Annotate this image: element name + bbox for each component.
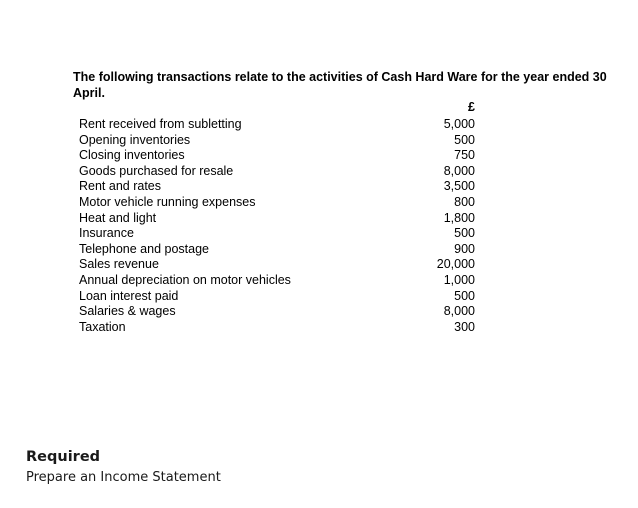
table-row — [79, 304, 475, 320]
table-row — [79, 273, 475, 289]
row-amount: 500 — [454, 226, 475, 241]
row-amount: 500 — [454, 288, 475, 303]
table-row — [79, 289, 475, 305]
question-heading: The following transactions relate to the activities of Cash Hard Ware for the year ended 30 April. — [73, 70, 607, 100]
question-block — [73, 69, 613, 101]
row-amount: 800 — [454, 194, 475, 209]
row-amount: 750 — [454, 148, 475, 163]
row-label: Closing inventories — [79, 148, 185, 163]
required-instruction: Prepare an Income Statement — [26, 470, 221, 485]
table-row — [79, 211, 475, 227]
row-label: Taxation — [79, 319, 126, 334]
table-row — [79, 242, 475, 258]
row-label: Insurance — [79, 226, 134, 241]
row-label: Annual depreciation on motor vehicles — [79, 272, 291, 287]
row-label: Rent and rates — [79, 179, 161, 194]
row-amount: 8,000 — [443, 304, 475, 319]
table-row — [79, 117, 475, 133]
table-row — [79, 164, 475, 180]
row-label: Salaries & wages — [79, 304, 176, 319]
row-amount: 1,000 — [443, 272, 475, 287]
row-amount: 20,000 — [436, 257, 475, 272]
row-amount: 900 — [454, 241, 475, 256]
required-section — [26, 447, 426, 487]
row-label: Rent received from subletting — [79, 117, 242, 131]
row-amount: 1,800 — [443, 210, 475, 225]
required-title: Required — [26, 449, 101, 465]
row-amount: 8,000 — [443, 163, 475, 178]
currency-header: £ — [468, 100, 475, 114]
table-row — [79, 226, 475, 242]
row-amount: 300 — [454, 319, 475, 334]
row-label: Loan interest paid — [79, 288, 179, 303]
row-amount: 3,500 — [443, 179, 475, 194]
table-row — [79, 179, 475, 195]
row-label: Sales revenue — [79, 257, 159, 272]
row-label: Goods purchased for resale — [79, 163, 234, 178]
row-label: Opening inventories — [79, 132, 191, 147]
row-label: Motor vehicle running expenses — [79, 194, 256, 209]
row-amount: 5,000 — [443, 117, 475, 131]
row-label: Heat and light — [79, 210, 157, 225]
row-amount: 500 — [454, 132, 475, 147]
table-row — [79, 148, 475, 164]
row-label: Telephone and postage — [79, 241, 209, 256]
table-row — [79, 133, 475, 149]
table-row — [79, 320, 475, 336]
transactions-rows — [79, 117, 479, 335]
table-row — [79, 257, 475, 273]
table-row — [79, 195, 475, 211]
